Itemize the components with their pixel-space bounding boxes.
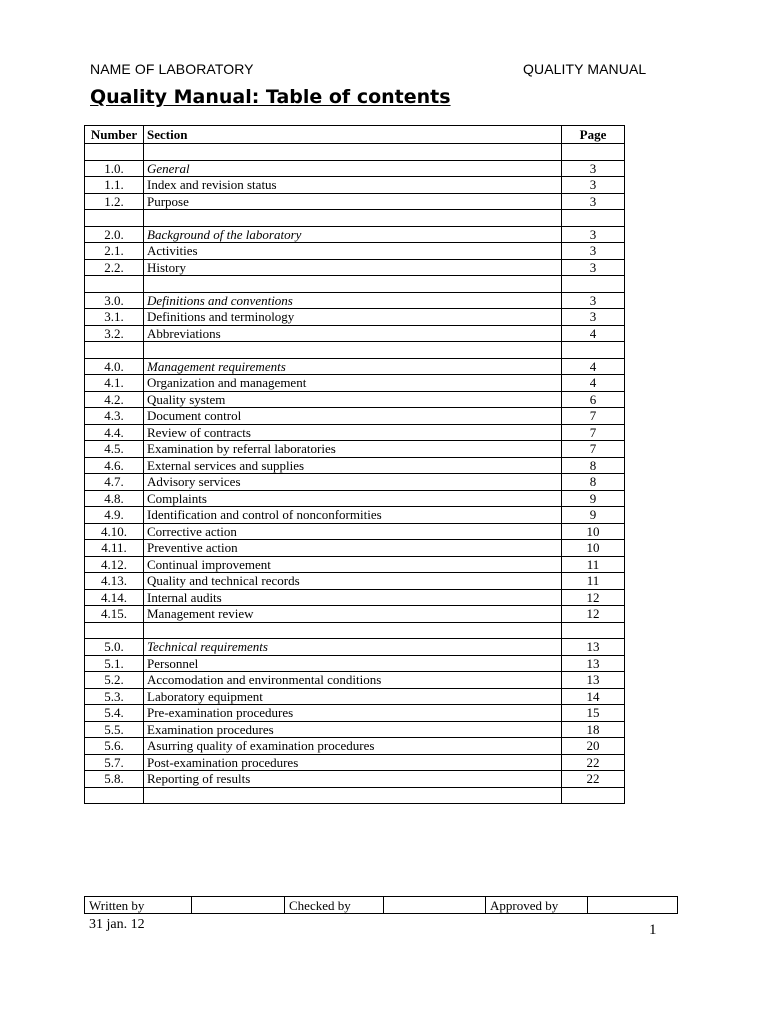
section-title: [144, 210, 562, 227]
section-number: 4.1.: [85, 375, 144, 392]
section-number: 2.1.: [85, 243, 144, 260]
section-heading-row: [85, 358, 625, 375]
section-title: Quality and technical records: [144, 573, 562, 590]
section-page: [562, 787, 625, 804]
table-row: [85, 705, 625, 722]
section-page: 20: [562, 738, 625, 755]
section-page: 22: [562, 754, 625, 771]
section-title: Index and revision status: [144, 177, 562, 194]
section-number: 4.2.: [85, 391, 144, 408]
section-number: [85, 210, 144, 227]
section-page: 3: [562, 259, 625, 276]
section-page: 9: [562, 507, 625, 524]
table-row: [85, 259, 625, 276]
table-row: [85, 441, 625, 458]
section-page: 8: [562, 457, 625, 474]
table-row: [85, 243, 625, 260]
spacer-row: [85, 787, 625, 804]
section-page: 11: [562, 556, 625, 573]
section-page: 10: [562, 523, 625, 540]
section-title: External services and supplies: [144, 457, 562, 474]
section-number: [85, 276, 144, 293]
table-row: [85, 325, 625, 342]
section-page: 7: [562, 408, 625, 425]
section-number: 3.0.: [85, 292, 144, 309]
spacer-row: [85, 342, 625, 359]
section-number: [85, 342, 144, 359]
section-title: Purpose: [144, 193, 562, 210]
section-page: 3: [562, 243, 625, 260]
spacer-row: [85, 622, 625, 639]
table-row: [85, 540, 625, 557]
section-number: 4.11.: [85, 540, 144, 557]
column-header-section: Section: [144, 126, 562, 144]
page-title: Quality Manual: Table of contents: [90, 86, 451, 108]
section-number: 2.0.: [85, 226, 144, 243]
approved-by-field: [588, 897, 678, 914]
section-number: 3.2.: [85, 325, 144, 342]
table-row: [85, 738, 625, 755]
section-page: 7: [562, 424, 625, 441]
table-row: [85, 672, 625, 689]
section-number: 5.5.: [85, 721, 144, 738]
signature-row: [85, 897, 678, 914]
section-page: 4: [562, 358, 625, 375]
table-of-contents: [84, 125, 625, 804]
section-page: 13: [562, 655, 625, 672]
table-row: [85, 391, 625, 408]
section-heading-row: [85, 226, 625, 243]
section-number: 4.7.: [85, 474, 144, 491]
section-title: Definitions and conventions: [144, 292, 562, 309]
section-title: Advisory services: [144, 474, 562, 491]
document-date: 31 jan. 12: [89, 917, 145, 932]
section-page: [562, 276, 625, 293]
section-title: Technical requirements: [144, 639, 562, 656]
section-heading-row: [85, 639, 625, 656]
table-row: [85, 523, 625, 540]
section-title: Personnel: [144, 655, 562, 672]
table-row: [85, 655, 625, 672]
table-row: [85, 573, 625, 590]
section-title: Preventive action: [144, 540, 562, 557]
section-heading-row: [85, 292, 625, 309]
section-title: Document control: [144, 408, 562, 425]
section-title: Definitions and terminology: [144, 309, 562, 326]
table-row: [85, 507, 625, 524]
section-number: 4.6.: [85, 457, 144, 474]
table-row: [85, 721, 625, 738]
section-page: 7: [562, 441, 625, 458]
section-number: 5.7.: [85, 754, 144, 771]
section-number: 4.8.: [85, 490, 144, 507]
section-number: 4.3.: [85, 408, 144, 425]
section-title: Asurring quality of examination procedures: [144, 738, 562, 755]
section-title: [144, 144, 562, 161]
table-row: [85, 474, 625, 491]
section-title: Continual improvement: [144, 556, 562, 573]
section-page: 18: [562, 721, 625, 738]
section-title: Identification and control of nonconformities: [144, 507, 562, 524]
section-title: Management requirements: [144, 358, 562, 375]
section-page: 13: [562, 639, 625, 656]
section-number: 4.5.: [85, 441, 144, 458]
section-page: 10: [562, 540, 625, 557]
table-row: [85, 375, 625, 392]
document-type: QUALITY MANUAL: [523, 61, 647, 77]
section-title: Organization and management: [144, 375, 562, 392]
section-title: Laboratory equipment: [144, 688, 562, 705]
checked-by-field: [384, 897, 486, 914]
section-page: [562, 622, 625, 639]
section-page: 4: [562, 375, 625, 392]
section-number: [85, 787, 144, 804]
section-page: 6: [562, 391, 625, 408]
section-number: 4.9.: [85, 507, 144, 524]
section-title: History: [144, 259, 562, 276]
table-row: [85, 556, 625, 573]
section-page: [562, 342, 625, 359]
section-number: 5.8.: [85, 771, 144, 788]
section-number: 4.13.: [85, 573, 144, 590]
table-row: [85, 771, 625, 788]
section-title: Complaints: [144, 490, 562, 507]
section-page: 13: [562, 672, 625, 689]
spacer-row: [85, 276, 625, 293]
checked-by-label: Checked by: [285, 897, 384, 914]
section-title: Post-examination procedures: [144, 754, 562, 771]
section-title: Abbreviations: [144, 325, 562, 342]
section-page: 3: [562, 292, 625, 309]
section-number: 1.2.: [85, 193, 144, 210]
section-page: 8: [562, 474, 625, 491]
section-title: [144, 622, 562, 639]
section-number: 4.14.: [85, 589, 144, 606]
table-row: [85, 408, 625, 425]
column-header-number: Number: [85, 126, 144, 144]
table-row: [85, 457, 625, 474]
section-page: [562, 144, 625, 161]
table-body: [85, 144, 625, 804]
table-row: [85, 309, 625, 326]
section-heading-row: [85, 160, 625, 177]
section-page: [562, 210, 625, 227]
section-page: 22: [562, 771, 625, 788]
section-title: Management review: [144, 606, 562, 623]
section-number: 4.15.: [85, 606, 144, 623]
table-row: [85, 490, 625, 507]
section-title: Quality system: [144, 391, 562, 408]
section-page: 3: [562, 309, 625, 326]
section-page: 14: [562, 688, 625, 705]
section-title: [144, 787, 562, 804]
section-title: Internal audits: [144, 589, 562, 606]
section-number: 5.6.: [85, 738, 144, 755]
table-row: [85, 424, 625, 441]
written-by-field: [192, 897, 285, 914]
section-page: 3: [562, 226, 625, 243]
section-title: Reporting of results: [144, 771, 562, 788]
section-number: 1.0.: [85, 160, 144, 177]
section-page: 3: [562, 160, 625, 177]
table-row: [85, 177, 625, 194]
laboratory-name: NAME OF LABORATORY: [90, 61, 254, 77]
section-page: 3: [562, 177, 625, 194]
section-page: 12: [562, 589, 625, 606]
section-number: 3.1.: [85, 309, 144, 326]
section-title: Corrective action: [144, 523, 562, 540]
section-number: 5.0.: [85, 639, 144, 656]
section-title: Review of contracts: [144, 424, 562, 441]
section-number: 5.3.: [85, 688, 144, 705]
written-by-label: Written by: [85, 897, 192, 914]
section-page: 3: [562, 193, 625, 210]
section-title: Activities: [144, 243, 562, 260]
section-page: 4: [562, 325, 625, 342]
section-title: Examination procedures: [144, 721, 562, 738]
table-row: [85, 754, 625, 771]
section-number: [85, 144, 144, 161]
section-page: 15: [562, 705, 625, 722]
page-number: 1: [649, 922, 657, 938]
approved-by-label: Approved by: [486, 897, 588, 914]
table-row: [85, 193, 625, 210]
section-number: 4.10.: [85, 523, 144, 540]
spacer-row: [85, 144, 625, 161]
column-header-page: Page: [562, 126, 625, 144]
section-title: Accomodation and environmental conditions: [144, 672, 562, 689]
section-number: 5.4.: [85, 705, 144, 722]
section-title: Background of the laboratory: [144, 226, 562, 243]
section-title: Pre-examination procedures: [144, 705, 562, 722]
table-header-row: [85, 126, 625, 144]
section-page: 11: [562, 573, 625, 590]
section-title: Examination by referral laboratories: [144, 441, 562, 458]
section-number: 4.12.: [85, 556, 144, 573]
signature-table: [84, 896, 678, 914]
section-number: 2.2.: [85, 259, 144, 276]
section-number: 5.2.: [85, 672, 144, 689]
section-number: 1.1.: [85, 177, 144, 194]
section-title: [144, 342, 562, 359]
section-page: 9: [562, 490, 625, 507]
section-title: [144, 276, 562, 293]
table-row: [85, 606, 625, 623]
section-number: 5.1.: [85, 655, 144, 672]
section-title: General: [144, 160, 562, 177]
table-row: [85, 688, 625, 705]
spacer-row: [85, 210, 625, 227]
table-row: [85, 589, 625, 606]
section-number: 4.0.: [85, 358, 144, 375]
section-number: 4.4.: [85, 424, 144, 441]
section-page: 12: [562, 606, 625, 623]
section-number: [85, 622, 144, 639]
